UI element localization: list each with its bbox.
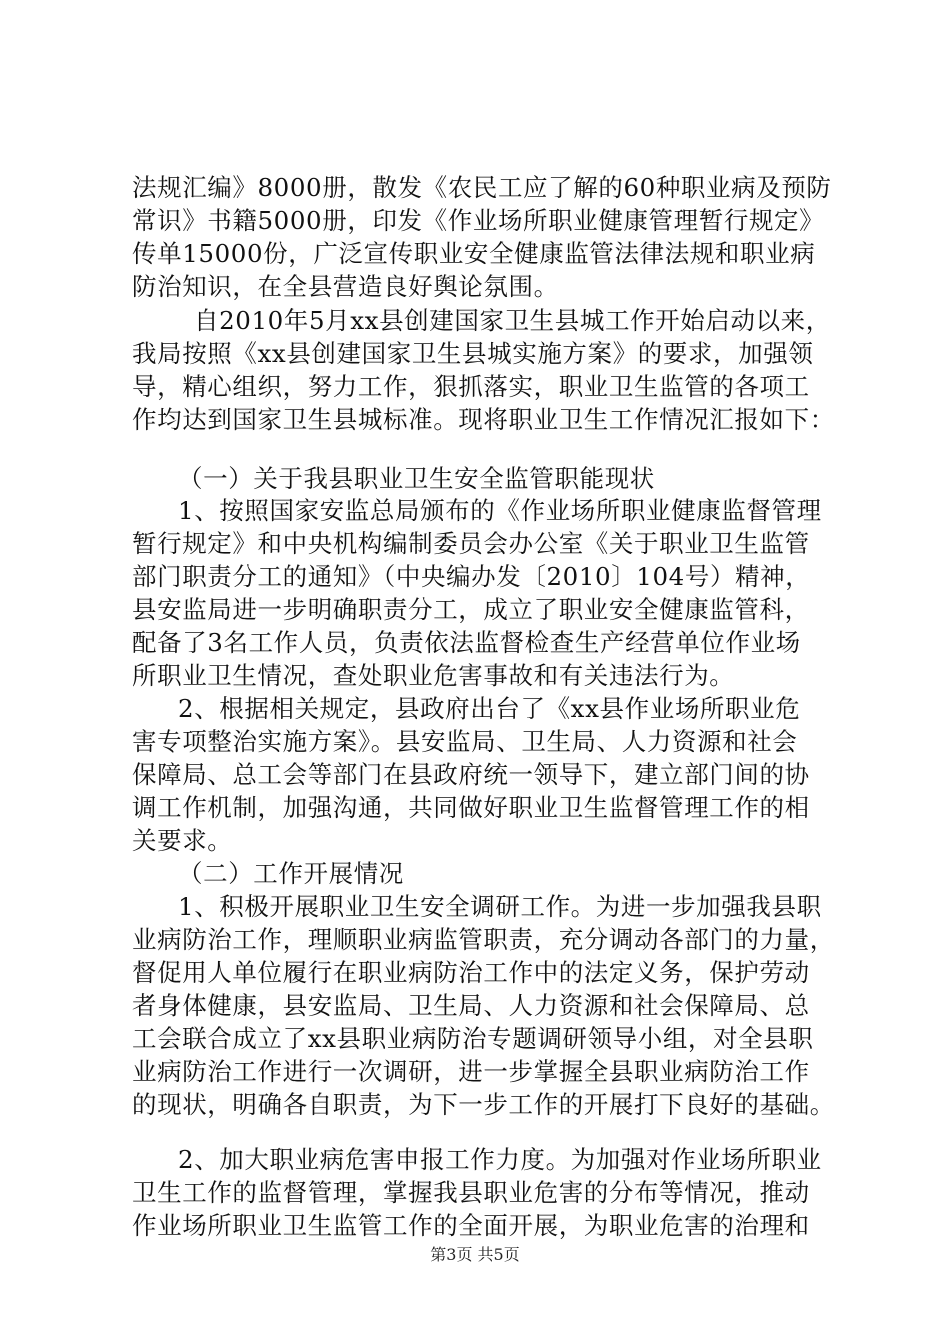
body-text-line: 所职业卫生情况，查处职业危害事故和有关违法行为。 [132, 661, 735, 690]
page-number-footer: 第3页 共5页 [430, 1245, 520, 1264]
body-text-line: 害专项整治实施方案》。县安监局、卫生局、人力资源和社会 [132, 727, 798, 756]
body-text-line: 法规汇编》8000册，散发《农民工应了解的60种职业病及预防 [132, 173, 832, 202]
paragraph-first-line: 自2010年5月xx县创建国家卫生县城工作开始启动以来， [194, 306, 831, 335]
body-text-line: 暂行规定》和中央机构编制委员会办公室《关于职业卫生监管 [132, 529, 810, 558]
body-text-line: 调工作机制，加强沟通，共同做好职业卫生监督管理工作的相 [132, 793, 810, 822]
body-text-line: 业病防治工作，理顺职业病监管职责，充分调动各部门的力量， [132, 925, 835, 954]
body-text-line: 防治知识，在全县营造良好舆论氛围。 [132, 272, 559, 301]
body-text-line: 业病防治工作进行一次调研，进一步掌握全县职业病防治工作 [132, 1057, 810, 1086]
body-text-line: 者身体健康，县安监局、卫生局、人力资源和社会保障局、总 [132, 991, 810, 1020]
body-text-line: 县安监局进一步明确职责分工，成立了职业安全健康监管科， [132, 595, 810, 624]
section-heading-1: （一）关于我县职业卫生安全监管职能现状 [178, 464, 655, 493]
body-text-line: 部门职责分工的通知》（中央编办发〔2010〕104号）精神， [132, 562, 811, 591]
paragraph-first-line: 1、积极开展职业卫生安全调研工作。为进一步加强我县职 [178, 892, 822, 921]
body-text-line: 配备了3名工作人员，负责依法监督检查生产经营单位作业场 [132, 628, 801, 657]
body-text-line: 我局按照《xx县创建国家卫生县城实施方案》的要求，加强领 [132, 339, 814, 368]
body-text-line: 作均达到国家卫生县城标准。现将职业卫生工作情况汇报如下： [132, 405, 835, 434]
body-text-line: 工会联合成立了xx县职业病防治专题调研领导小组，对全县职 [132, 1024, 814, 1053]
body-text-line: 保障局、总工会等部门在县政府统一领导下，建立部门间的协 [132, 760, 810, 789]
paragraph-first-line: 1、按照国家安监总局颁布的《作业场所职业健康监督管理 [178, 496, 822, 525]
body-text-line: 作业场所职业卫生监管工作的全面开展，为职业危害的治理和 [132, 1211, 810, 1240]
paragraph-first-line: 2、加大职业病危害申报工作力度。为加强对作业场所职业 [178, 1145, 822, 1174]
body-text-line: 督促用人单位履行在职业病防治工作中的法定义务，保护劳动 [132, 958, 810, 987]
section-heading-2: （二）工作开展情况 [178, 859, 404, 888]
paragraph-first-line: 2、根据相关规定，县政府出台了《xx县作业场所职业危 [178, 694, 801, 723]
body-text-line: 关要求。 [132, 826, 233, 855]
body-text-line: 常识》书籍5000册，印发《作业场所职业健康管理暂行规定》 [132, 206, 825, 235]
body-text-line: 传单15000份，广泛宣传职业安全健康监管法律法规和职业病 [132, 239, 816, 268]
body-text-line: 的现状，明确各自职责，为下一步工作的开展打下良好的基础。 [132, 1090, 835, 1119]
body-text-line: 卫生工作的监督管理，掌握我县职业危害的分布等情况，推动 [132, 1178, 810, 1207]
body-text-line: 导，精心组织，努力工作，狠抓落实，职业卫生监管的各项工 [132, 372, 810, 401]
